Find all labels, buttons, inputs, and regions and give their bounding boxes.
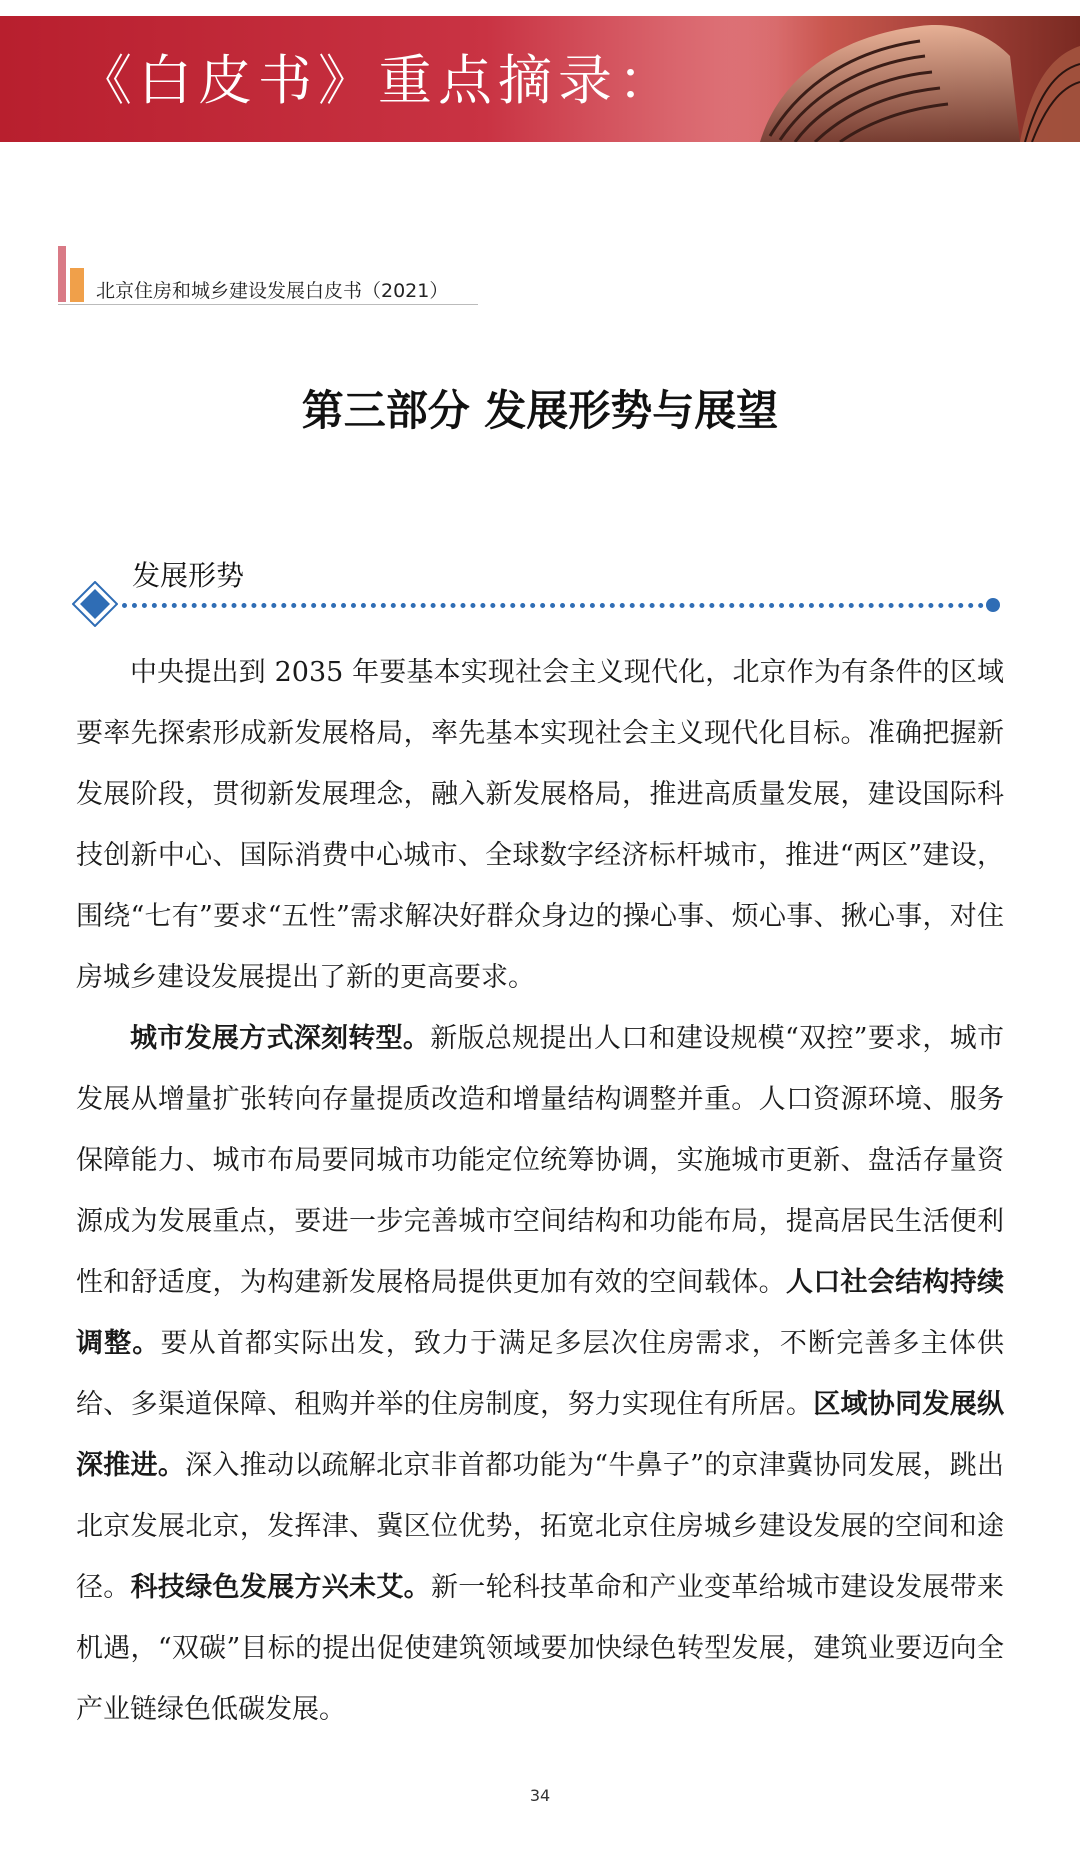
section-title: 发展形势 bbox=[132, 559, 245, 592]
part-title: 第三部分 发展形势与展望 bbox=[301, 386, 779, 435]
heading-city-transition: 城市发展方式深刻转型。 bbox=[130, 1023, 431, 1054]
text-city-transition: 新版总规提出人口和建设规模“双控”要求，城市发展从增量扩张转向存量提质改造和增量结构调整并重。人口资源环境、服务保障能力、城市布局要同城市功能定位统筹协调，实施城市更新、盘活存量资源成为发展重点，要进一步完善城市空间结构和功能布局，提高居民生活便利性和舒适度，为构建新发展格局提供更加有效的空间载体。 bbox=[76, 1023, 1005, 1298]
section-divider bbox=[122, 603, 994, 608]
page-number: 34 bbox=[529, 1786, 551, 1805]
decor-bar-orange bbox=[70, 268, 84, 302]
header-banner bbox=[0, 16, 1080, 142]
text-regional: 深入推动以疏解北京非首都功能为“牛鼻子”的京津冀协同发展，跳出北京发展北京，发挥津、冀区位优势，拓宽北京住房城乡建设发展的空间和途径。 bbox=[76, 1450, 1005, 1603]
decor-bar-pink bbox=[58, 246, 66, 302]
diamond-icon bbox=[72, 581, 118, 627]
body-text bbox=[76, 642, 1004, 1740]
building-photo bbox=[720, 16, 1080, 142]
divider-end-dot bbox=[986, 598, 1000, 612]
text-green-tech: 新一轮科技革命和产业变革给城市建设发展带来机遇，“双碳”目标的提出促使建筑领域要加快绿色转型发展，建筑业要迈向全产业链绿色低碳发展。 bbox=[76, 1572, 1005, 1725]
book-label: 北京住房和城乡建设发展白皮书（2021） bbox=[96, 280, 449, 302]
heading-green-tech: 科技绿色发展方兴未艾。 bbox=[130, 1572, 431, 1603]
text-population: 要从首都实际出发，致力于满足多层次住房需求，不断完善多主体供给、多渠道保障、租购并举的住房制度，努力实现住有所居。 bbox=[76, 1328, 1004, 1420]
heading-population: 人口社会结构持续调整。 bbox=[76, 1267, 1005, 1359]
banner-title: 《白皮书》重点摘录： bbox=[78, 49, 678, 112]
paragraph-1: 中央提出到 2035 年要基本实现社会主义现代化，北京作为有条件的区域要率先探索形成新发展格局，率先基本实现社会主义现代化目标。准确把握新发展阶段，贯彻新发展理念，融入新发展格局，推进高质量发展，建设国际科技创新中心、国际消费中心城市、全球数字经济标杆城市，推进“两区”建设，围绕“七有”要求“五性”需求解决好群众身边的操心事、烦心事、揪心事，对住房城乡建设发展提出了新的更高要求。 bbox=[76, 657, 1004, 993]
paragraph-2 bbox=[76, 1008, 1004, 1740]
label-underline bbox=[58, 304, 478, 305]
heading-regional: 区域协同发展纵深推进。 bbox=[76, 1389, 1005, 1481]
